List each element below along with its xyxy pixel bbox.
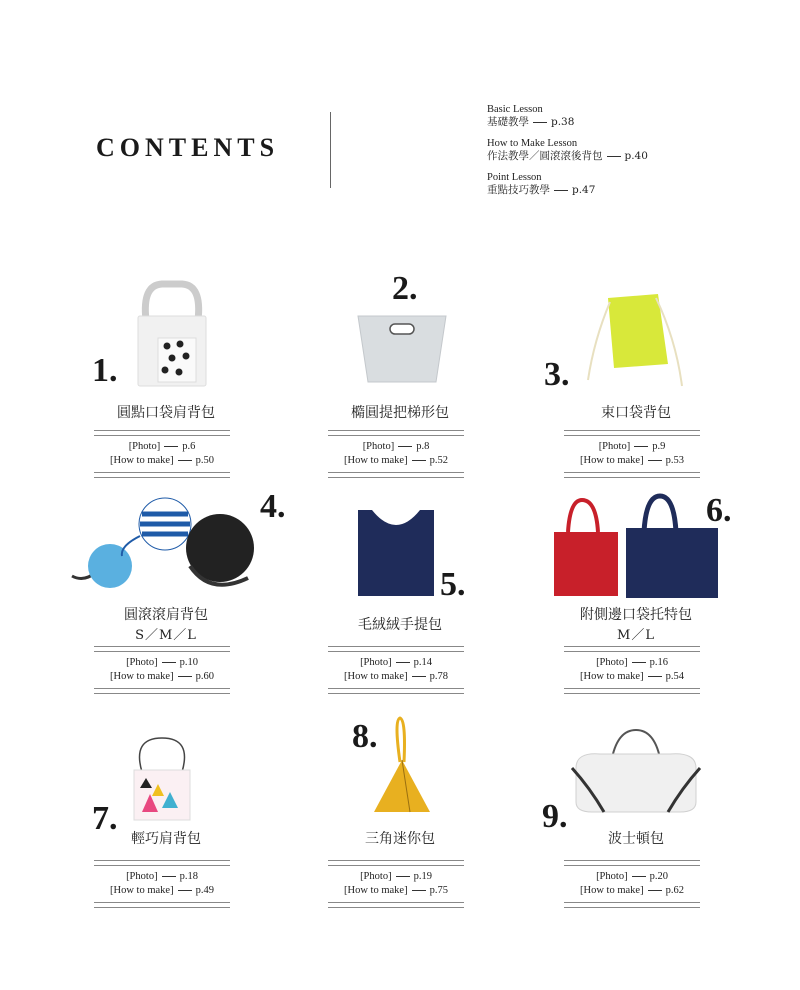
shoulder-bag-image — [132, 280, 212, 388]
page-refs — [564, 430, 700, 478]
dash — [396, 662, 410, 663]
rule — [94, 688, 230, 694]
how-ref[interactable] — [564, 884, 700, 898]
how-page: p.49 — [195, 885, 214, 896]
boston-bag-image — [570, 728, 702, 814]
item-sizes: S／M／L — [135, 628, 197, 643]
how-label: [How to make] — [580, 671, 644, 682]
lesson-zh: 基礎教學 — [487, 116, 529, 128]
photo-page: p.6 — [182, 441, 196, 452]
page-refs — [328, 860, 464, 908]
dash — [178, 890, 192, 891]
dash — [607, 156, 621, 157]
item-number: 3. — [544, 356, 570, 393]
photo-ref[interactable] — [564, 870, 700, 884]
photo-label: [Photo] — [362, 441, 395, 452]
lesson-zh: 作法教學／圓滾滾後背包 — [487, 150, 603, 162]
lesson-how-to-make[interactable] — [487, 137, 648, 163]
lesson-basic[interactable] — [487, 103, 648, 129]
how-page: p.53 — [665, 455, 684, 466]
dash — [178, 460, 192, 461]
photo-label: [Photo] — [598, 441, 631, 452]
dash — [162, 662, 176, 663]
how-ref[interactable] — [328, 884, 464, 898]
how-ref[interactable] — [94, 670, 230, 684]
how-ref[interactable] — [94, 884, 230, 898]
round-bags-image — [70, 496, 270, 596]
how-page: p.54 — [665, 671, 684, 682]
how-ref[interactable] — [328, 454, 464, 468]
drawstring-bag-image — [586, 290, 686, 390]
how-label: [How to make] — [344, 885, 408, 896]
lesson-page: p.38 — [551, 116, 575, 128]
how-ref[interactable] — [328, 670, 464, 684]
how-page: p.50 — [195, 455, 214, 466]
page-title: CONTENTS — [96, 133, 280, 162]
rule — [328, 688, 464, 694]
rule — [94, 902, 230, 908]
lesson-page: p.47 — [572, 184, 596, 196]
photo-ref[interactable] — [564, 440, 700, 454]
item-name: 毛絨絨手提包 — [358, 617, 442, 633]
light-shoulder-bag-image — [130, 736, 194, 822]
photo-label: [Photo] — [360, 871, 392, 882]
how-page: p.52 — [429, 455, 448, 466]
photo-page: p.10 — [179, 657, 198, 668]
lesson-en: How to Make Lesson — [487, 138, 578, 149]
dash — [412, 676, 426, 677]
photo-page: p.18 — [179, 871, 198, 882]
photo-ref[interactable] — [328, 656, 464, 670]
dash — [632, 876, 646, 877]
lesson-zh: 重點技巧教學 — [487, 184, 550, 196]
dash — [533, 122, 547, 123]
item-number: 8. — [352, 718, 378, 755]
how-label: [How to make] — [344, 455, 408, 466]
lesson-list — [487, 103, 648, 205]
item-number: 1. — [92, 352, 118, 389]
how-page: p.75 — [429, 885, 448, 896]
item-sizes: M／L — [617, 628, 655, 643]
how-page: p.60 — [195, 671, 214, 682]
rule — [564, 472, 700, 478]
rule — [94, 472, 230, 478]
how-ref[interactable] — [564, 454, 700, 468]
rule — [564, 902, 700, 908]
dash — [178, 676, 192, 677]
item-name: 圓滾滾肩背包 — [124, 607, 208, 623]
item-name: 束口袋背包 — [601, 405, 671, 421]
photo-page: p.8 — [416, 441, 430, 452]
item-number: 9. — [542, 798, 568, 835]
how-ref[interactable] — [94, 454, 230, 468]
item-number: 2. — [392, 270, 418, 307]
trapezoid-bag-image — [356, 310, 448, 384]
lesson-point[interactable] — [487, 171, 648, 197]
photo-label: [Photo] — [360, 657, 392, 668]
photo-ref[interactable] — [94, 656, 230, 670]
how-label: [How to make] — [580, 885, 644, 896]
page-refs — [328, 430, 464, 478]
rule — [328, 472, 464, 478]
photo-ref[interactable] — [328, 440, 464, 454]
photo-ref[interactable] — [564, 656, 700, 670]
dash — [412, 890, 426, 891]
dash — [648, 676, 662, 677]
item-number: 4. — [260, 488, 286, 525]
dash — [648, 890, 662, 891]
item-name: 三角迷你包 — [365, 831, 435, 847]
lesson-page: p.40 — [624, 150, 648, 162]
dash — [164, 446, 178, 447]
item-name: 附側邊口袋托特包 — [580, 607, 692, 623]
tote-bags-image — [552, 496, 722, 600]
how-label: [How to make] — [110, 671, 174, 682]
dash — [632, 662, 646, 663]
header-divider — [330, 112, 331, 188]
page-refs — [564, 860, 700, 908]
item-name: 波士頓包 — [608, 831, 664, 847]
photo-ref[interactable] — [94, 440, 230, 454]
how-page: p.62 — [665, 885, 684, 896]
rule — [564, 688, 700, 694]
how-ref[interactable] — [564, 670, 700, 684]
lesson-en: Basic Lesson — [487, 104, 543, 115]
lesson-en: Point Lesson — [487, 172, 542, 183]
how-label: [How to make] — [344, 671, 408, 682]
how-label: [How to make] — [580, 455, 644, 466]
page-refs — [94, 430, 230, 478]
dash — [412, 460, 426, 461]
item-name: 圓點口袋肩背包 — [117, 405, 215, 421]
photo-label: [Photo] — [126, 657, 158, 668]
photo-ref[interactable] — [94, 870, 230, 884]
photo-page: p.9 — [652, 441, 666, 452]
page-refs — [94, 860, 230, 908]
page-refs — [94, 646, 230, 694]
dash — [398, 446, 412, 447]
how-label: [How to make] — [110, 455, 174, 466]
dash — [648, 460, 662, 461]
photo-page: p.20 — [649, 871, 668, 882]
item-number: 6. — [706, 492, 732, 529]
item-name: 橢圓提把梯形包 — [351, 405, 449, 421]
how-page: p.78 — [429, 671, 448, 682]
rule — [328, 902, 464, 908]
dash — [554, 190, 568, 191]
dash — [396, 876, 410, 877]
dash — [634, 446, 648, 447]
photo-ref[interactable] — [328, 870, 464, 884]
fluffy-handbag-image — [356, 506, 436, 598]
item-number: 7. — [92, 800, 118, 837]
photo-label: [Photo] — [596, 657, 628, 668]
photo-label: [Photo] — [128, 441, 161, 452]
photo-label: [Photo] — [126, 871, 158, 882]
page-refs — [328, 646, 464, 694]
dash — [162, 876, 176, 877]
photo-page: p.16 — [649, 657, 668, 668]
item-name: 輕巧肩背包 — [131, 831, 201, 847]
photo-label: [Photo] — [596, 871, 628, 882]
photo-page: p.14 — [413, 657, 432, 668]
item-number: 5. — [440, 566, 466, 603]
page-refs — [564, 646, 700, 694]
triangle-mini-bag-image — [370, 716, 434, 816]
photo-page: p.19 — [413, 871, 432, 882]
how-label: [How to make] — [110, 885, 174, 896]
